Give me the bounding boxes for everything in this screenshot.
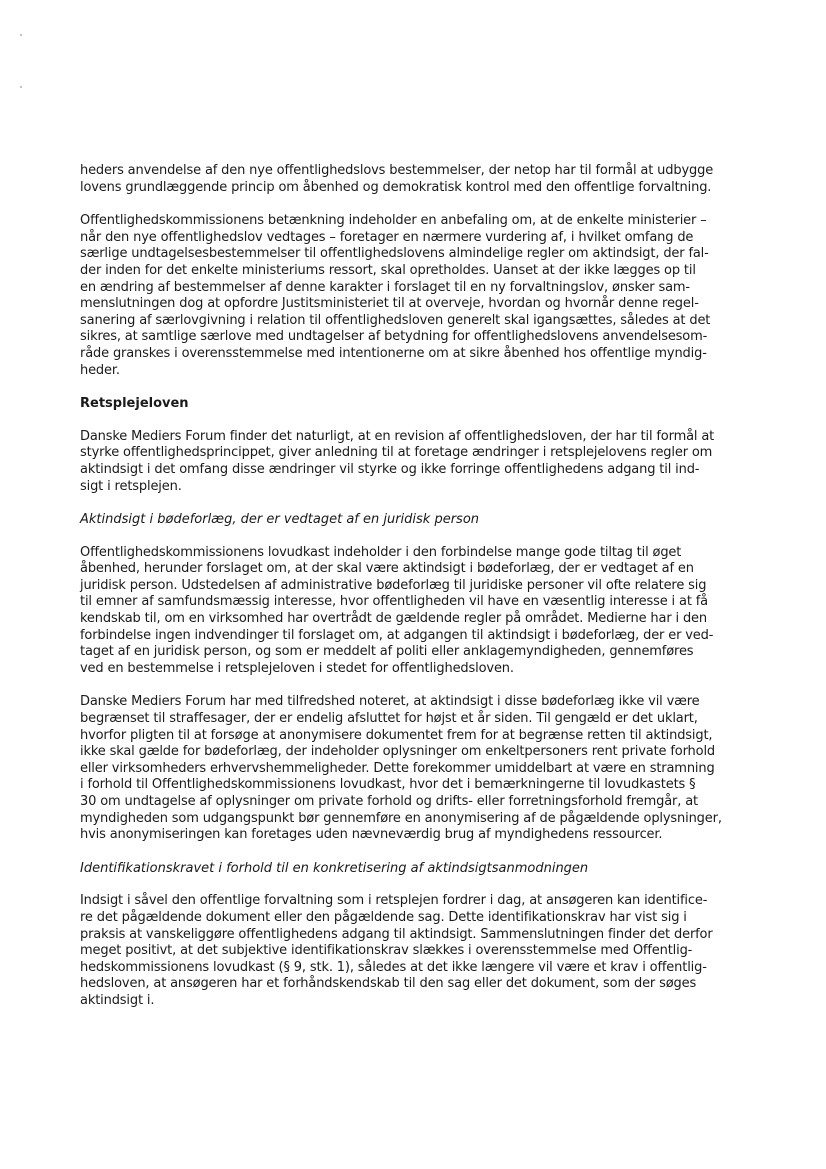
paragraph-line: taget af en juridisk person, og som er meddelt af politi eller anklagemyndigheden, gennemføres — [80, 644, 694, 660]
paragraph-line: Danske Mediers Forum har med tilfredshed noteret, at aktindsigt i disse bødeforlæg ikke vil være — [80, 694, 700, 710]
paragraph-line: heders anvendelse af den nye offentlighedslovs bestemmelser, der netop har til formål at udbygge — [80, 163, 714, 178]
paragraph-line: der inden for det enkelte ministeriums ressort, skal opretholdes. Uanset at der ikke lægges op til — [80, 262, 696, 278]
paragraph-line: heder. — [80, 362, 120, 378]
paragraph-line: meget positivt, at det subjektive identifikationskrav slækkes i overensstemmelse med Offentlig- — [80, 943, 693, 959]
body-paragraph — [80, 163, 756, 196]
section-subheading: Identifikationskravet i forhold til en konkretisering af aktindsigtsanmodningen — [80, 860, 589, 876]
paragraph-line: råde granskes i overensstemmelse med intentionerne om at sikre åbenhed hos offentlige myndig- — [80, 345, 707, 361]
paragraph-line: sikres, at samtlige særlove med undtagelser af betydning for offentlighedslovens anvendelsesom- — [80, 329, 708, 345]
body-paragraph — [80, 545, 756, 678]
paragraph-line: i forhold til Offentlighedskommissionens lovudkast, hvor det i bemærkningerne til lovudkastets § — [80, 777, 696, 793]
paragraph-line: praksis at vanskeliggøre offentlighedens adgang til aktindsigt. Sammenslutningen finder det derfor — [80, 926, 713, 942]
paragraph-line: lovens grundlæggende princip om åbenhed og demokratisk kontrol med den offentlige forvaltning. — [80, 179, 712, 195]
paragraph-line: hvis anonymiseringen kan foretages uden nævneværdig brug af myndighedens ressourcer. — [80, 827, 663, 843]
paragraph-line: menslutningen dog at opfordre Justitsministeriet til at overveje, hvordan og hvornår denne regel- — [80, 296, 699, 312]
paragraph-line: styrke offentlighedsprincippet, giver anledning til at foretage ændringer i retsplejelovens regler om — [80, 445, 713, 461]
section-subheading: Aktindsigt i bødeforlæg, der er vedtaget af en juridisk person — [80, 512, 480, 528]
paragraph-line: åbenhed, herunder forslaget om, at der skal være aktindsigt i bødeforlæg, der er vedtaget af en — [80, 561, 694, 577]
paragraph-line: hedsloven, at ansøgeren har et forhåndskendskab til den sag eller det dokument, som der søges — [80, 976, 697, 992]
scan-speck — [20, 86, 22, 88]
paragraph-line: eller virksomheders erhvervshemmeligheder. Dette forekommer umiddelbart at være en stramning — [80, 760, 715, 776]
paragraph-line: sigt i retsplejen. — [80, 478, 182, 494]
paragraph-line: hvorfor pligten til at forsøge at anonymisere dokumentet frem for at begrænse retten til aktindsigt, — [80, 727, 713, 743]
paragraph-line: ikke skal gælde for bødeforlæg, der indeholder oplysninger om enkeltpersoners rent private forhold — [80, 744, 716, 760]
paragraph-line: Offentlighedskommissionens betænkning indeholder en anbefaling om, at de enkelte ministerier – — [80, 213, 707, 229]
body-paragraph — [80, 213, 756, 379]
document-body — [80, 163, 756, 1027]
paragraph-line: re det pågældende dokument eller den pågældende sag. Dette identifikationskrav har vist sig i — [80, 909, 687, 925]
paragraph-line: Offentlighedskommissionens lovudkast indeholder i den forbindelse mange gode tiltag til øget — [80, 544, 682, 560]
body-paragraph — [80, 429, 756, 495]
scan-speck — [20, 34, 22, 36]
paragraph-line: myndigheden som udgangspunkt bør gennemføre en anonymisering af de pågældende oplysninger, — [80, 810, 722, 826]
paragraph-line: en ændring af bestemmelser af denne karakter i forslaget til en ny forvaltningslov, ønsker sam- — [80, 279, 690, 295]
body-paragraph — [80, 694, 756, 843]
paragraph-line: kendskab til, om en virksomhed har overtrådt de gældende regler på området. Medierne har i den — [80, 611, 707, 627]
section-heading: Retsplejeloven — [80, 396, 189, 412]
paragraph-line: hedskommissionens lovudkast (§ 9, stk. 1), således at det ikke længere vil være et krav i offentlig- — [80, 959, 707, 975]
paragraph-line: forbindelse ingen indvendinger til forslaget om, at adgangen til aktindsigt i bødeforlæg, der er ved- — [80, 627, 714, 643]
paragraph-line: juridisk person. Udstedelsen af administrative bødeforlæg til juridiske personer vil ofte relatere sig — [80, 577, 707, 593]
paragraph-line: Danske Mediers Forum finder det naturligt, at en revision af offentlighedsloven, der har til formål at — [80, 428, 715, 444]
paragraph-line: aktindsigt i det omfang disse ændringer vil styrke og ikke forringe offentlighedens adgang til ind- — [80, 461, 700, 477]
paragraph-line: sanering af særlovgivning i relation til offentlighedsloven generelt skal igangsættes, således at det — [80, 312, 711, 328]
paragraph-line: Indsigt i såvel den offentlige forvaltning som i retsplejen fordrer i dag, at ansøgeren kan identifice- — [80, 893, 708, 909]
paragraph-line: begrænset til straffesager, der er endelig afsluttet for højst et år siden. Til gengæld er det uklart, — [80, 711, 698, 727]
paragraph-line: når den nye offentlighedslov vedtages – foretager en nærmere vurdering af, i hvilket omfang de — [80, 229, 694, 245]
paragraph-line: til emner af samfundsmæssig interesse, hvor offentligheden vil have en væsentlig interesse i at få — [80, 594, 708, 610]
paragraph-line: 30 om undtagelse af oplysninger om private forhold og drifts- eller forretningsforhold fremgår, at — [80, 794, 698, 809]
paragraph-line: aktindsigt i. — [80, 992, 155, 1008]
paragraph-line: særlige undtagelsesbestemmelser til offentlighedslovens almindelige regler om aktindsigt, der fal- — [80, 246, 709, 262]
body-paragraph — [80, 893, 756, 1009]
paragraph-line: ved en bestemmelse i retsplejeloven i stedet for offentlighedsloven. — [80, 660, 514, 676]
